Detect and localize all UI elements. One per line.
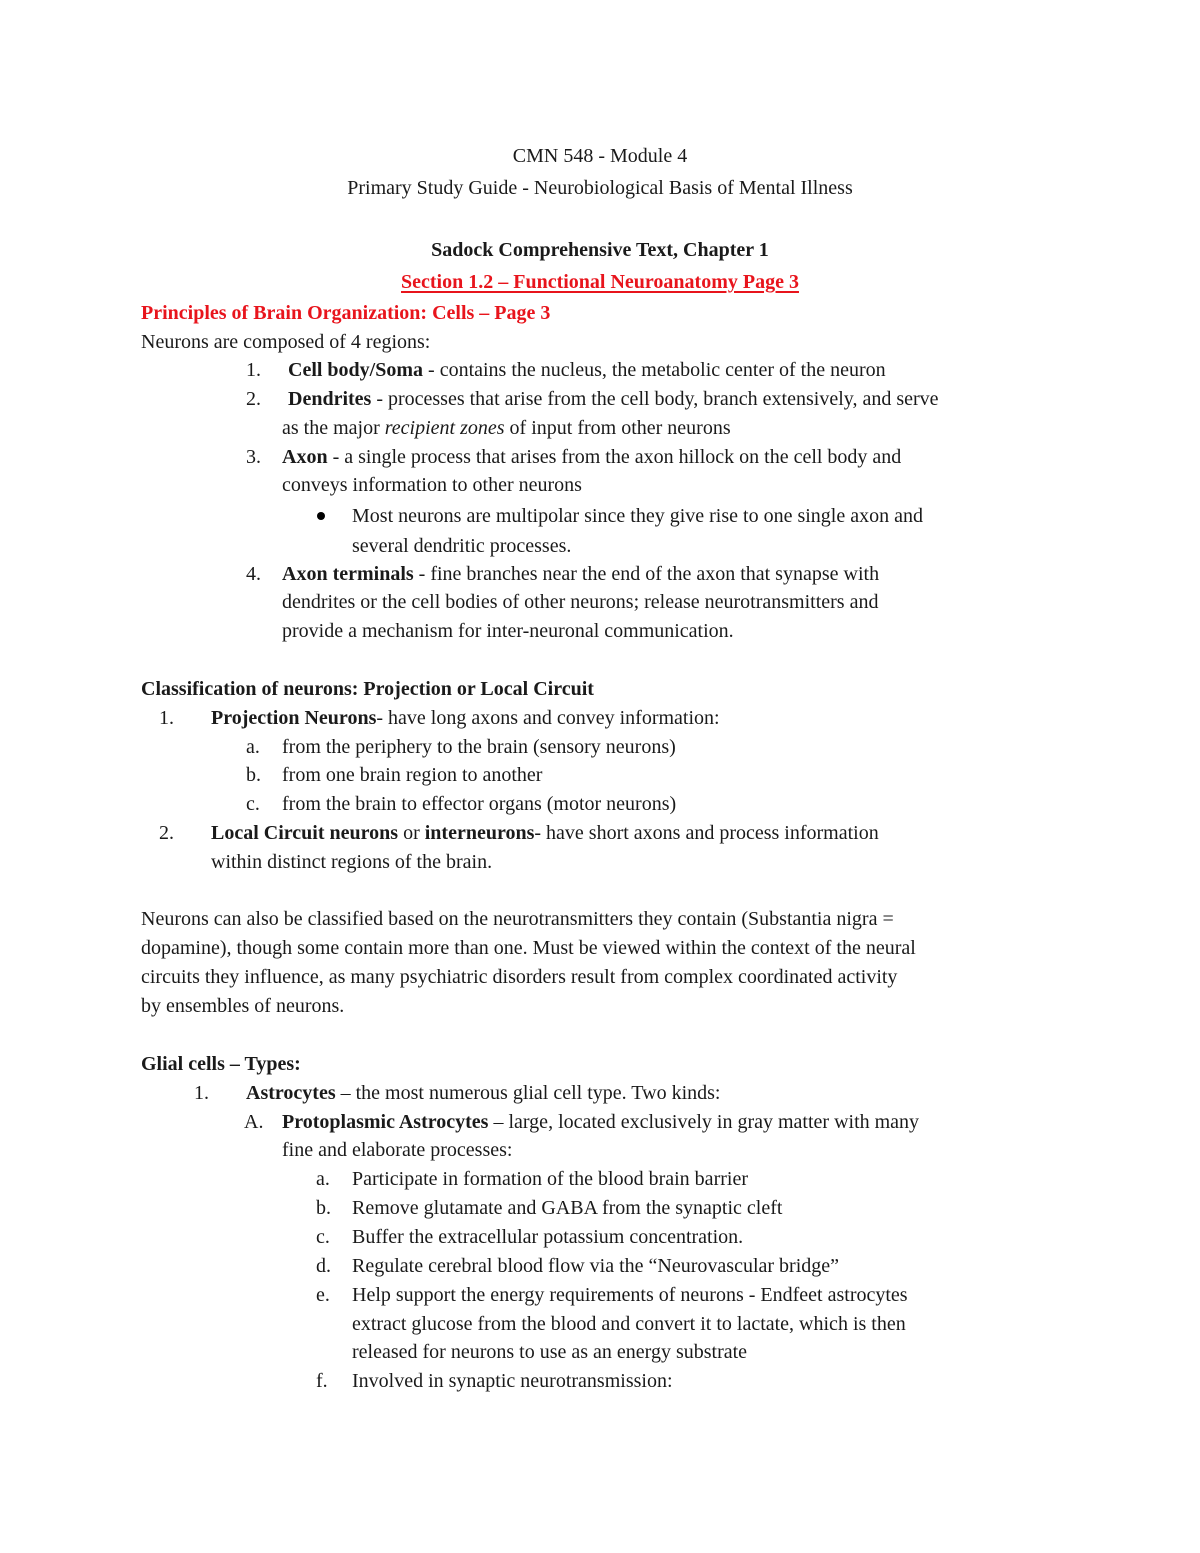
- paragraph-line: Neurons can also be classified based on the neurotransmitters they contain (Substantia nigra =: [141, 908, 894, 930]
- list-item-continuation: dendrites or the cell bodies of other neurons; release neurotransmitters and: [282, 591, 879, 613]
- sub-letter: a.: [246, 736, 260, 758]
- list-item: Cell body/Soma - contains the nucleus, the metabolic center of the neuron: [288, 359, 886, 381]
- section-title: Section 1.2 – Functional Neuroanatomy Page 3: [401, 271, 799, 293]
- list-number: 1.: [159, 707, 174, 729]
- paragraph-line: circuits they influence, as many psychiatric disorders result from complex coordinated activity: [141, 966, 898, 988]
- paragraph-line: by ensembles of neurons.: [141, 995, 345, 1017]
- text-title: Sadock Comprehensive Text, Chapter 1: [431, 239, 769, 261]
- sub-item: Involved in synaptic neurotransmission:: [352, 1370, 673, 1392]
- sub-item-continuation: fine and elaborate processes:: [282, 1139, 513, 1161]
- list-number: 2.: [246, 388, 261, 410]
- guide-title: Primary Study Guide - Neurobiological Basis of Mental Illness: [347, 177, 853, 199]
- list-number: 4.: [246, 563, 261, 585]
- sub-letter: e.: [316, 1284, 330, 1306]
- sub-letter: A.: [244, 1111, 264, 1133]
- sub-item: Help support the energy requirements of neurons - Endfeet astrocytes: [352, 1284, 908, 1306]
- sub-item: Protoplasmic Astrocytes – large, located exclusively in gray matter with many: [282, 1111, 920, 1133]
- sub-item-continuation: released for neurons to use as an energy substrate: [352, 1341, 748, 1363]
- list-item-continuation: as the major recipient zones of input from other neurons: [282, 417, 731, 439]
- sub-letter: c.: [316, 1226, 330, 1248]
- bullet-item: Most neurons are multipolar since they give rise to one single axon and: [352, 505, 923, 527]
- sub-letter: d.: [316, 1255, 331, 1277]
- principles-intro: Neurons are composed of 4 regions:: [141, 331, 431, 353]
- sub-letter: c.: [246, 793, 260, 815]
- sub-letter: b.: [316, 1197, 331, 1219]
- list-item: Projection Neurons- have long axons and convey information:: [211, 707, 720, 729]
- sub-item: Regulate cerebral blood flow via the “Neurovascular bridge”: [352, 1255, 840, 1277]
- list-item: Axon - a single process that arises from the axon hillock on the cell body and: [282, 446, 902, 468]
- sub-item: Remove glutamate and GABA from the synaptic cleft: [352, 1197, 783, 1219]
- bullet-item-continuation: several dendritic processes.: [352, 535, 572, 557]
- sub-letter: b.: [246, 764, 261, 786]
- list-item-continuation: conveys information to other neurons: [282, 474, 582, 496]
- paragraph-line: dopamine), though some contain more than one. Must be viewed within the context of the neural: [141, 937, 916, 959]
- sub-item: Participate in formation of the blood brain barrier: [352, 1168, 748, 1190]
- list-item: Axon terminals - fine branches near the end of the axon that synapse with: [282, 563, 880, 585]
- list-item: Local Circuit neurons or interneurons- have short axons and process information: [211, 822, 879, 844]
- list-number: 1.: [194, 1082, 209, 1104]
- list-item-continuation: provide a mechanism for inter-neuronal communication.: [282, 620, 734, 642]
- classification-heading: Classification of neurons: Projection or Local Circuit: [141, 678, 594, 700]
- list-item-continuation: within distinct regions of the brain.: [211, 851, 493, 873]
- glial-heading: Glial cells – Types:: [141, 1053, 301, 1075]
- list-number: 2.: [159, 822, 174, 844]
- sub-item: from the brain to effector organs (motor neurons): [282, 793, 677, 815]
- sub-item: from one brain region to another: [282, 764, 543, 786]
- principles-heading: Principles of Brain Organization: Cells – Page 3: [141, 302, 551, 324]
- bullet-icon: [317, 512, 325, 520]
- sub-letter: a.: [316, 1168, 330, 1190]
- sub-item-continuation: extract glucose from the blood and convert it to lactate, which is then: [352, 1313, 906, 1335]
- list-item: Dendrites - processes that arise from the cell body, branch extensively, and serve: [288, 388, 939, 410]
- list-number: 3.: [246, 446, 261, 468]
- list-number: 1.: [246, 359, 261, 381]
- course-title: CMN 548 - Module 4: [512, 145, 688, 167]
- list-item: Astrocytes – the most numerous glial cell type. Two kinds:: [246, 1082, 721, 1104]
- sub-item: Buffer the extracellular potassium concentration.: [352, 1226, 744, 1248]
- sub-letter: f.: [316, 1370, 328, 1392]
- sub-item: from the periphery to the brain (sensory neurons): [282, 736, 676, 758]
